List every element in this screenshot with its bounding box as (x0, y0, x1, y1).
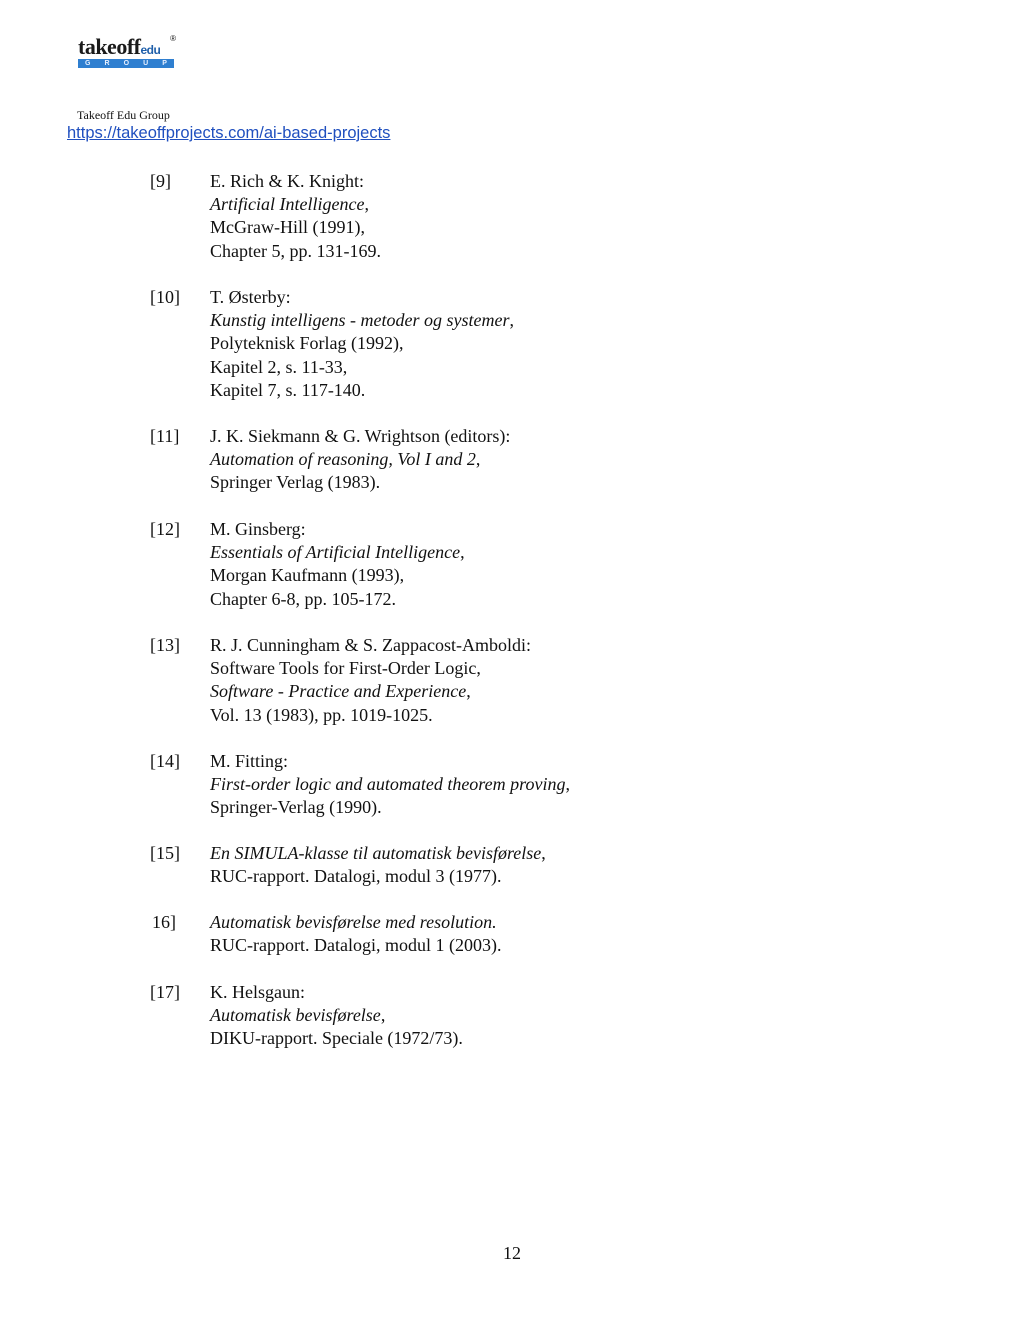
reference-line (210, 518, 910, 541)
reference-line (210, 541, 910, 564)
website-link[interactable]: https://takeoffprojects.com/ai-based-projects (67, 124, 391, 142)
logo-bar-letter: R (104, 60, 110, 67)
logo-text: takeoff (78, 34, 141, 59)
reference-line (210, 193, 910, 216)
reference-body (210, 750, 910, 820)
reference-body (210, 286, 910, 402)
reference-text: Polyteknisk Forlag (1992), (210, 333, 404, 354)
reference-punctuation: , (541, 843, 546, 863)
reference-text: Springer Verlag (1983). (210, 472, 381, 493)
reference-text: E. Rich & K. Knight: (210, 171, 364, 191)
reference-line (210, 981, 910, 1004)
reference-text: RUC-rapport. Datalogi, modul 1 (2003). (210, 935, 502, 956)
reference-number: 16] (152, 912, 176, 932)
reference-line (210, 657, 910, 680)
reference-number: [15] (150, 843, 180, 863)
reference-text: M. Ginsberg: (210, 519, 306, 539)
reference-line (210, 588, 910, 611)
reference-title: Essentials of Artificial Intelligence (210, 542, 461, 563)
logo-sub: edu (140, 43, 161, 57)
reference-punctuation: , (466, 681, 471, 702)
reference-line (210, 425, 910, 448)
reference-number: [12] (150, 519, 180, 539)
logo-bar-letter: O (123, 60, 130, 67)
reference-title: Automatisk bevisførelse med resolution. (210, 912, 497, 932)
logo-registered-mark: ® (170, 34, 176, 43)
reference-title: Software - Practice and Experience (210, 681, 467, 702)
reference-line (210, 379, 910, 402)
reference-title: Artificial Intelligence (210, 194, 365, 215)
reference-text: DIKU-rapport. Speciale (1972/73). (210, 1028, 463, 1049)
reference-title: First-order logic and automated theorem proving (210, 774, 566, 795)
reference-line (210, 1004, 910, 1027)
reference-line (210, 704, 910, 727)
reference-line (210, 170, 910, 193)
reference-text: R. J. Cunningham & S. Zappacost-Amboldi: (210, 635, 531, 655)
reference-line (210, 286, 910, 309)
reference-body (210, 911, 910, 957)
reference-text: Chapter 5, pp. 131-169. (210, 240, 381, 261)
reference-text: Springer-Verlag (1990). (210, 797, 382, 818)
reference-line (210, 842, 910, 865)
reference-line (210, 356, 910, 379)
reference-line (210, 309, 910, 332)
reference-text: Chapter 6-8, pp. 105-172. (210, 588, 396, 609)
reference-title: Kunstig intelligens - metoder og systemer (210, 310, 510, 331)
page-number: 12 (503, 1243, 521, 1263)
reference-line (210, 934, 910, 957)
reference-line (210, 471, 910, 494)
organization-name: Takeoff Edu Group (77, 108, 170, 122)
reference-text: McGraw-Hill (1991), (210, 217, 365, 238)
reference-punctuation: , (475, 449, 481, 470)
reference-text: Vol. 13 (1983), pp. 1019-1025. (210, 704, 433, 725)
logo-bar-letter: P (162, 60, 167, 67)
reference-body (210, 842, 910, 888)
reference-text: Kapitel 7, s. 117-140. (210, 379, 366, 400)
reference-line (210, 750, 910, 773)
reference-punctuation: , (460, 542, 465, 563)
logo-bar-letter: U (143, 60, 149, 67)
reference-line (210, 680, 910, 703)
reference-title: En SIMULA-klasse til automatisk bevisførelse (210, 843, 542, 863)
reference-number: [9] (150, 171, 171, 191)
reference-text: Morgan Kaufmann (1993), (210, 565, 405, 586)
reference-punctuation: , (509, 310, 514, 331)
reference-body (210, 425, 910, 495)
reference-punctuation: , (565, 774, 570, 795)
reference-title: Automation of reasoning, Vol I and 2 (210, 449, 476, 470)
reference-body (210, 170, 910, 263)
reference-line (210, 911, 910, 934)
reference-text: K. Helsgaun: (210, 982, 305, 1002)
reference-line (210, 1027, 910, 1050)
reference-line (210, 773, 910, 796)
reference-number: [11] (150, 426, 180, 446)
reference-number: [14] (150, 751, 180, 771)
reference-body (210, 518, 910, 611)
reference-number: [13] (150, 635, 180, 655)
reference-text: RUC-rapport. Datalogi, modul 3 (1977). (210, 866, 502, 887)
reference-text: M. Fitting: (210, 751, 289, 771)
logo-bar-letter: G (85, 60, 91, 67)
reference-line (210, 448, 910, 471)
reference-number: [17] (150, 982, 180, 1002)
reference-line (210, 865, 910, 888)
reference-punctuation: , (380, 1005, 386, 1026)
reference-text: J. K. Siekmann & G. Wrightson (editors): (210, 426, 511, 446)
reference-text: Kapitel 2, s. 11-33, (210, 356, 348, 377)
reference-title: Automatisk bevisførelse (210, 1005, 381, 1026)
reference-body (210, 981, 910, 1051)
reference-text: T. Østerby: (210, 287, 291, 307)
reference-number: [10] (150, 287, 180, 307)
reference-line (210, 796, 910, 819)
reference-line (210, 240, 910, 263)
reference-punctuation: , (364, 194, 369, 215)
reference-line (210, 634, 910, 657)
reference-line (210, 332, 910, 355)
reference-body (210, 634, 910, 727)
reference-line (210, 564, 910, 587)
reference-text: Software Tools for First-Order Logic, (210, 658, 481, 679)
reference-line (210, 216, 910, 239)
